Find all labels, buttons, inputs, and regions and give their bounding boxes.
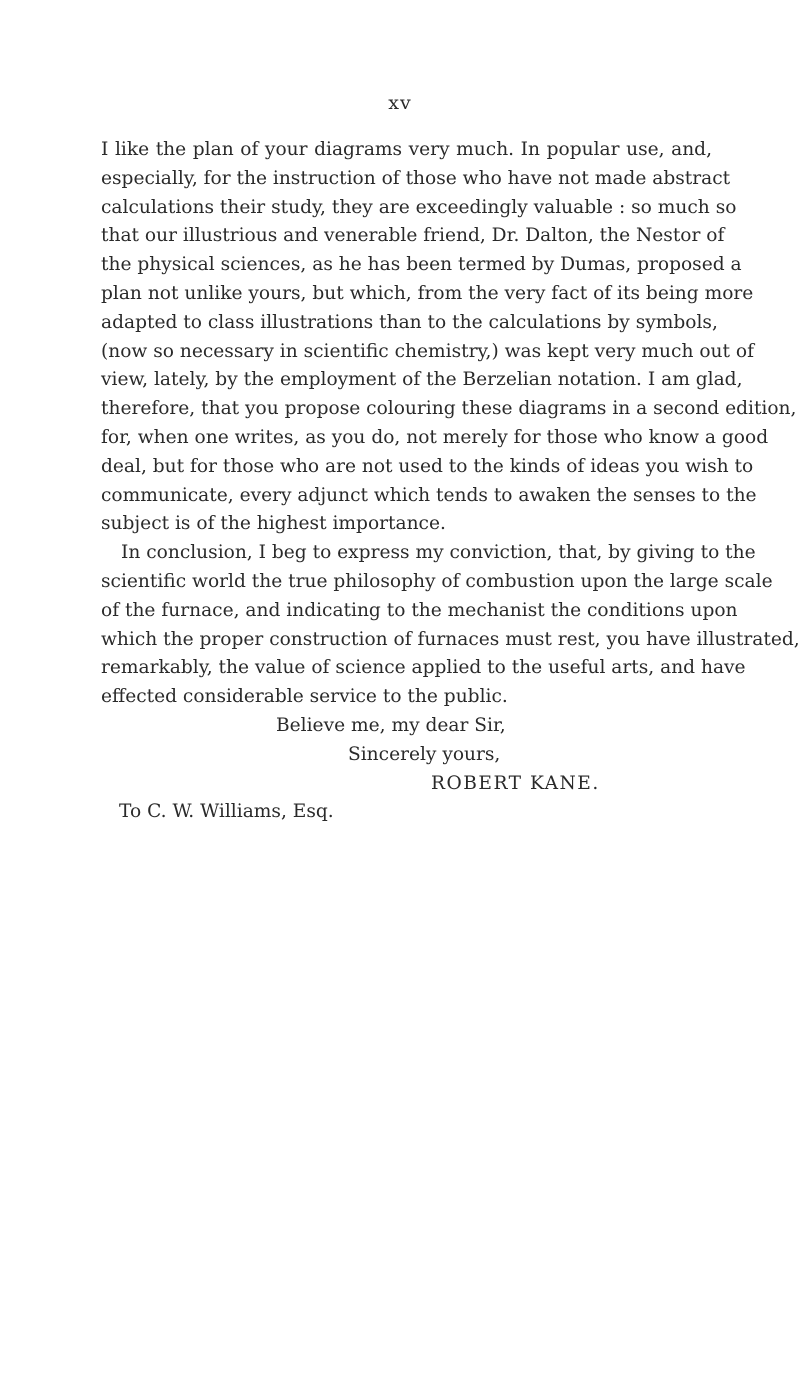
text-line: deal, but for those who are not used to the kinds of ideas you wish to — [101, 455, 754, 477]
letter-body — [101, 136, 800, 827]
text-line: (now so necessary in scientific chemistry,) was kept very much out of — [101, 340, 754, 362]
text-line: I like the plan of your diagrams very much. In popular use, and, — [101, 139, 712, 160]
text-line: the physical sciences, as he has been termed by Dumas, proposed a — [101, 254, 742, 276]
text-line: communicate, every adjunct which tends to awaken the senses to the — [101, 484, 757, 506]
text-line: especially, for the instruction of those who have not made abstract — [101, 167, 731, 189]
closing-salutation: Believe me, my dear Sir, — [276, 714, 506, 736]
text-line: that our illustrious and venerable friend, Dr. Dalton, the Nestor of — [101, 225, 725, 247]
page-number: xv — [388, 92, 412, 114]
text-line: adapted to class illustrations than to the calculations by symbols, — [101, 311, 718, 333]
text-line: In conclusion, I beg to express my conviction, that, by giving to the — [121, 542, 756, 564]
text-line: subject is of the highest importance. — [101, 513, 446, 535]
text-line: therefore, that you propose colouring these diagrams in a second edition, — [101, 398, 797, 420]
letter-closing — [101, 712, 712, 827]
addressee: To C. W. Williams, Esq. — [119, 800, 334, 822]
text-line: for, when one writes, as you do, not merely for those who know a good — [101, 426, 769, 448]
text-line: view, lately, by the employment of the Berzelian notation. I am glad, — [101, 369, 743, 391]
signature: ROBERT KANE. — [431, 772, 600, 794]
text-line: effected considerable service to the public. — [101, 686, 508, 708]
closing-sincerely: Sincerely yours, — [348, 743, 501, 765]
paragraph-1 — [101, 136, 797, 539]
text-line: which the proper construction of furnaces must rest, you have illustrated, — [101, 628, 800, 650]
text-line: remarkably, the value of science applied to the useful arts, and have — [101, 657, 746, 679]
paragraph-2 — [101, 539, 800, 712]
text-line: scientific world the true philosophy of combustion upon the large scale — [101, 570, 773, 592]
text-line: calculations their study, they are exceedingly valuable : so much so — [101, 196, 737, 218]
text-line: plan not unlike yours, but which, from the very fact of its being more — [101, 282, 754, 304]
text-line: of the furnace, and indicating to the mechanist the conditions upon — [101, 599, 738, 621]
